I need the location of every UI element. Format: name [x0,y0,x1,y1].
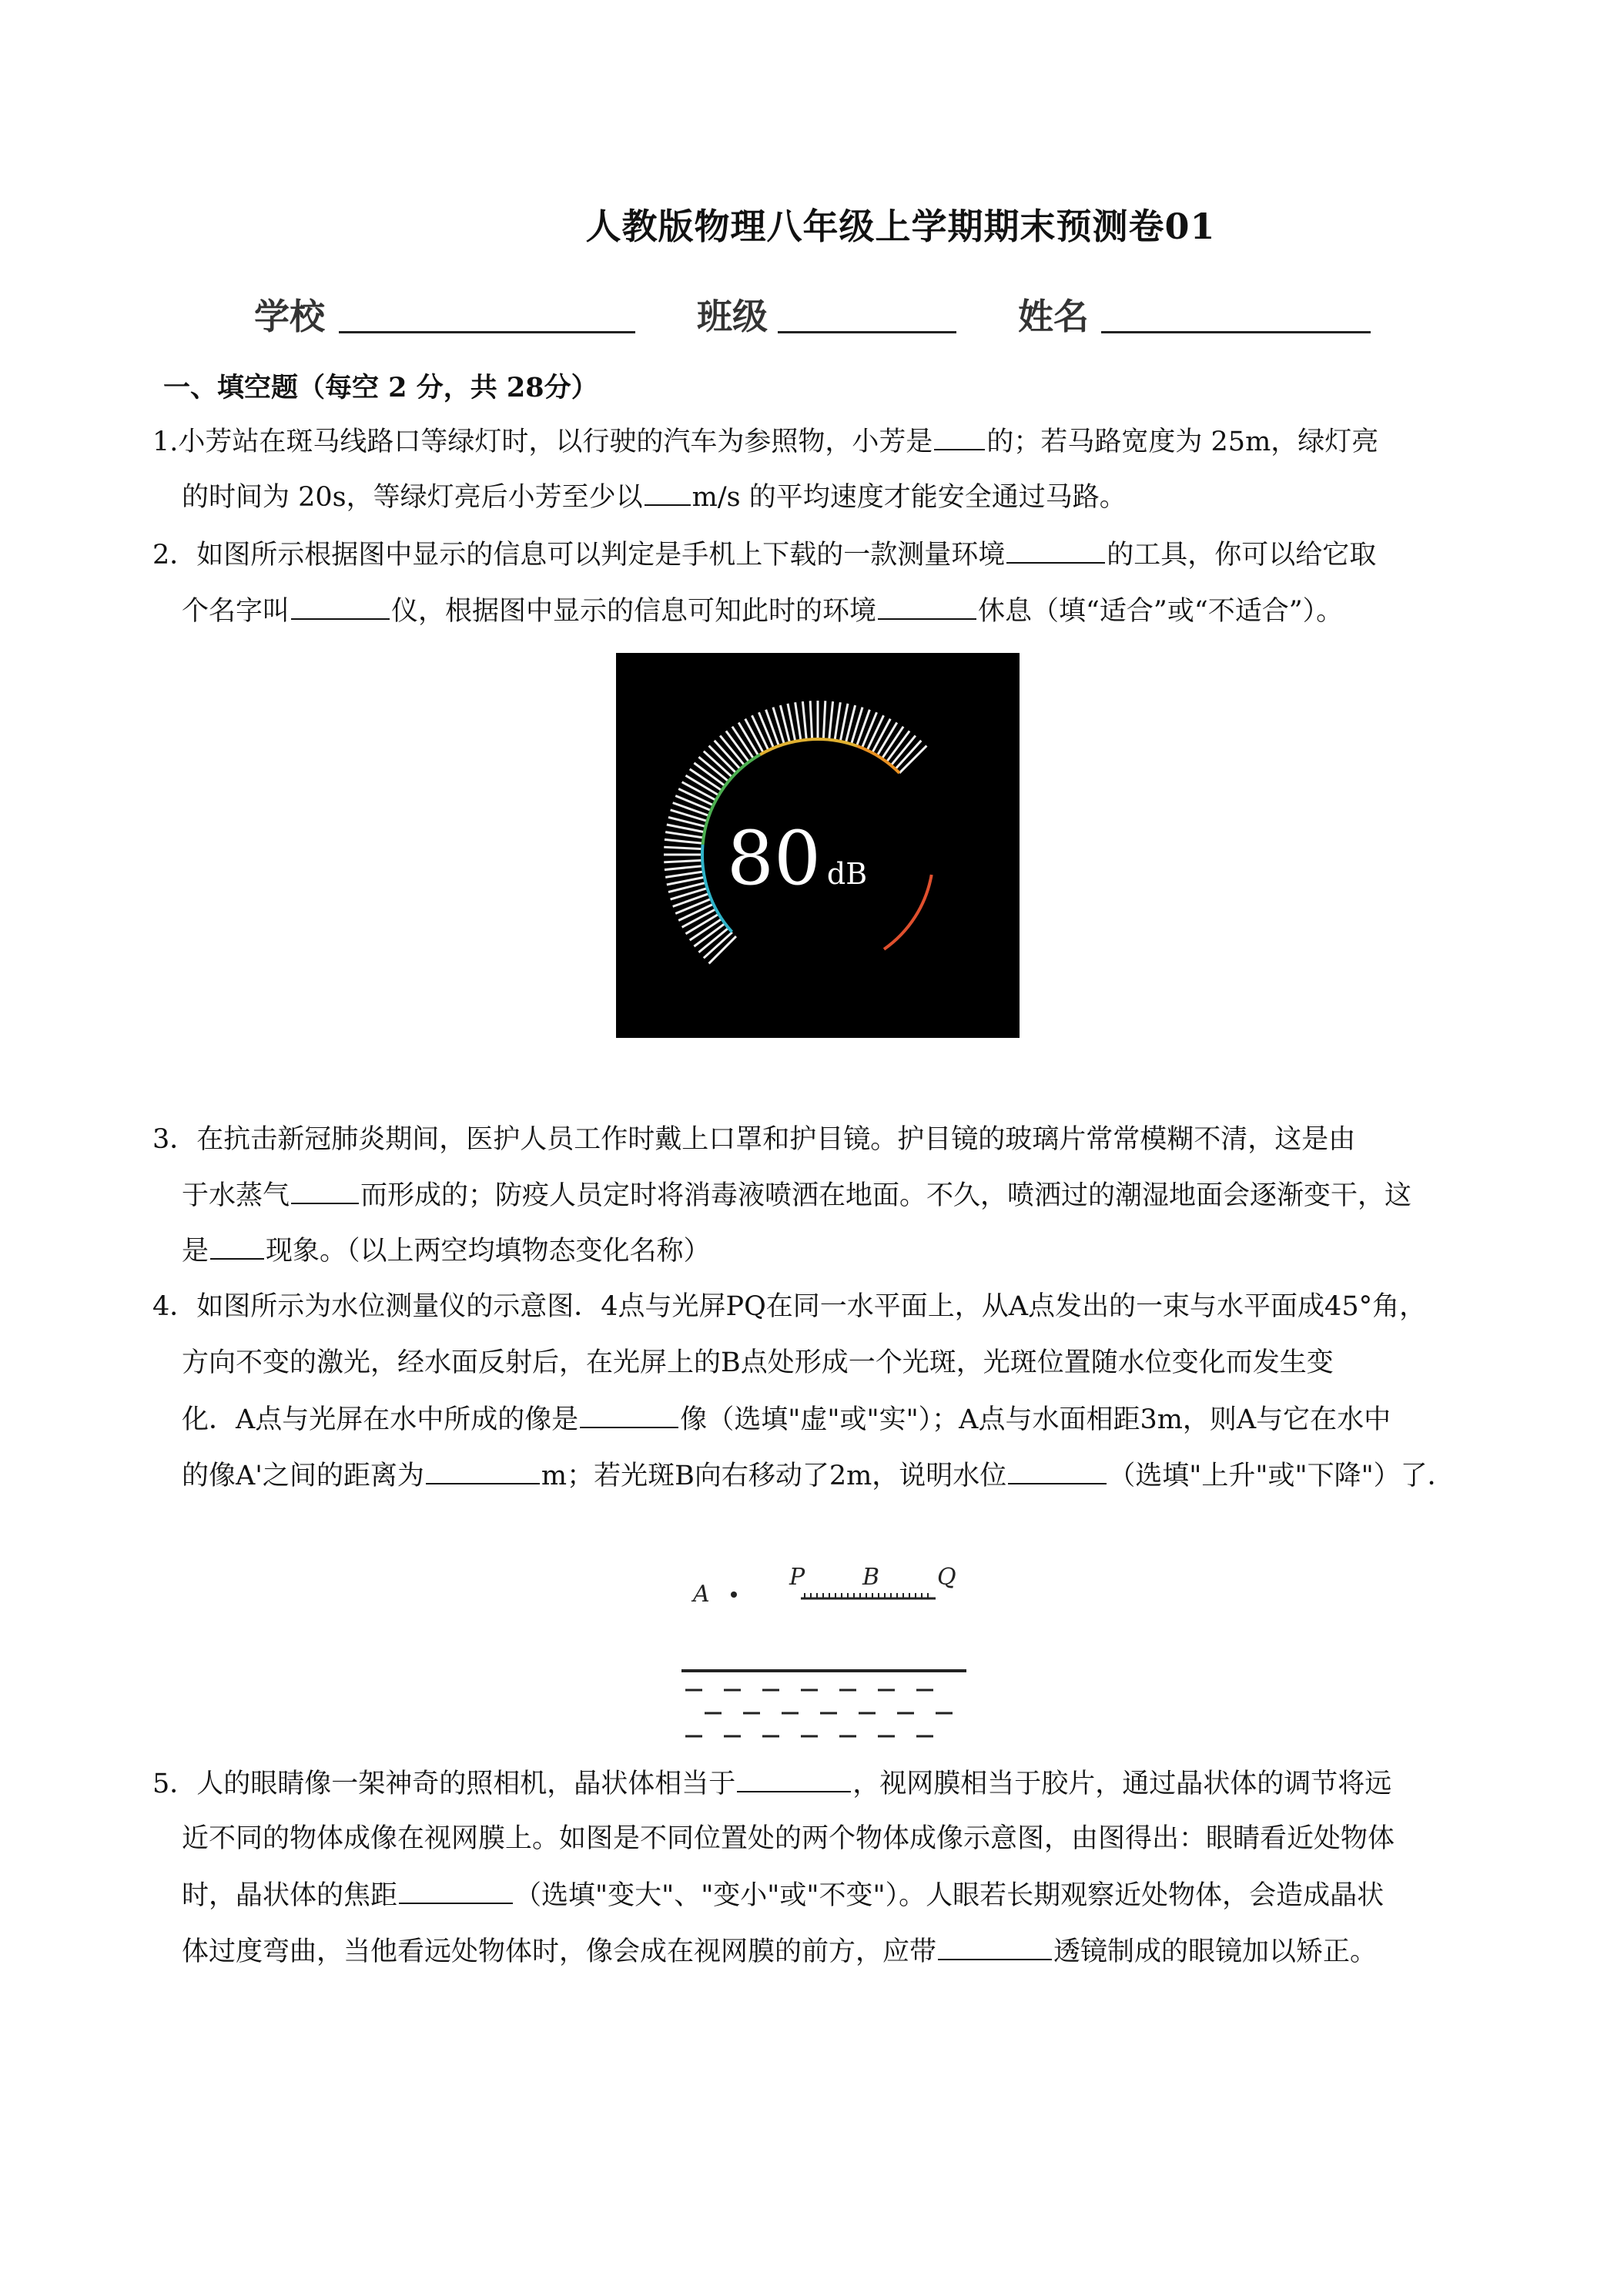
meter-tick [829,701,833,740]
water-level-diagram [662,1540,986,1748]
meter-tick [857,710,870,746]
answer-blank[interactable] [737,1768,851,1792]
meter-tick [675,795,711,810]
text: （选填"上升"或"下降"）了． [1108,1461,1455,1491]
screen-hatch [805,1593,928,1598]
answer-blank[interactable] [291,1180,359,1204]
section-heading: 一、填空题（每空 2 分，共 28分） [163,372,598,403]
text: 5．人的眼睛像一架神奇的照相机，晶状体相当于 [152,1769,736,1799]
meter-tick [664,860,702,862]
answer-blank[interactable] [399,1879,513,1904]
text: 的像A'之间的距离为 [182,1461,424,1491]
meter-tick [802,701,806,740]
question-1-line-2 [182,481,1127,513]
meter-tick [835,702,840,740]
question-5-line-4 [182,1936,1377,1967]
meter-tick [665,839,703,843]
meter-tick [862,712,876,748]
text: 1.小芳站在斑马线路口等绿灯时，以行驶的汽车为参照物，小芳是 [152,427,933,457]
text: 的；若马路宽度为 25m，绿灯亮 [986,427,1379,457]
meter-arc [760,739,857,755]
text: 而形成的；防疫人员定时将消毒液喷洒在地面。不久，喷洒过的潮湿地面会逐渐变干，这 [360,1180,1412,1211]
meter-tick [810,701,812,739]
label-q: Q [937,1564,956,1591]
text: 个名字叫 [182,596,290,627]
text: 体过度弯曲，当他看远处物体时，像会成在视网膜的前方，应带 [182,1936,937,1967]
label-a: A [693,1581,710,1608]
meter-tick [664,847,702,848]
answer-blank[interactable] [210,1235,264,1260]
question-4-line-2 [182,1347,1334,1378]
text: 于水蒸气 [182,1180,290,1211]
text: 是 [182,1236,209,1267]
text: 的时间为 20s，等绿灯亮后小芳至少以 [182,482,643,513]
meter-tick [665,872,703,877]
meter-tick [766,710,779,746]
class-field[interactable] [778,328,956,333]
water-dashes [685,1690,953,1736]
meter-unit: dB [826,857,868,891]
text: 近不同的物体成像在视网膜上。如图是不同位置处的两个物体成像示意图，由图得出：眼睛看近处物体 [182,1823,1395,1854]
text: ，视网膜相当于胶片，通过晶状体的调节将远 [852,1769,1392,1799]
question-2-line-1 [152,539,1376,571]
answer-blank[interactable] [645,481,691,506]
text: 方向不变的激光，经水面反射后，在光屏上的B点处形成一个光斑，光斑位置随水位变化而发生变 [182,1347,1334,1378]
question-3-line-2 [182,1180,1411,1211]
text: 时，晶状体的焦距 [182,1880,398,1911]
name-label: 姓名 [1018,296,1089,337]
question-3-line-1 [152,1124,1355,1155]
meter-value: 80 [726,815,822,902]
meter-arc [857,746,899,773]
point-a [731,1591,737,1598]
answer-blank[interactable] [934,426,985,450]
question-5-line-3 [182,1879,1384,1911]
meter-tick [675,899,711,913]
text: 休息（填“适合”或“不适合”）。 [978,596,1344,627]
label-b: B [862,1564,880,1591]
sound-meter-figure [616,653,1020,1038]
meter-tick [665,866,703,870]
answer-blank[interactable] [426,1460,540,1484]
text: （选填"变大"、"变小"或"不变"）。人眼若长期观察近处物体，会造成晶状 [514,1880,1385,1911]
question-4-line-3 [182,1404,1391,1435]
question-2-line-2 [182,595,1343,627]
answer-blank[interactable] [1006,539,1105,564]
text: 4．如图所示为水位测量仪的示意图．4点与光屏PQ在同一水平面上，从A点发出的一束与水平面成45°角， [152,1291,1427,1322]
answer-blank[interactable] [878,595,976,620]
text: m；若光斑B向右移动了2m，说明水位 [541,1461,1007,1491]
answer-blank[interactable] [580,1404,678,1428]
text: 透镜制成的眼镜加以矫正。 [1053,1936,1378,1967]
meter-tick [758,712,773,748]
meter-arc [884,875,932,949]
question-4-line-1 [152,1291,1426,1322]
name-field[interactable] [1101,328,1371,333]
text: 的工具，你可以给它取 [1107,540,1377,571]
text: 3．在抗击新冠肺炎期间，医护人员工作时戴上口罩和护目镜。护目镜的玻璃片常常模糊不清，这是由 [152,1124,1356,1155]
class-label: 班级 [697,296,768,337]
answer-blank[interactable] [1008,1460,1107,1484]
question-3-line-3 [182,1235,711,1267]
question-5-line-2 [182,1823,1395,1854]
sound-meter-dial [616,653,1020,1038]
text: 仪，根据图中显示的信息可知此时的环境 [391,596,877,627]
question-4-line-4 [182,1460,1455,1491]
meter-tick [795,702,801,740]
text: 化．A点与光屏在水中所成的像是 [182,1404,579,1435]
text: m/s 的平均速度才能安全通过马路。 [691,482,1127,513]
meter-tick [823,701,825,739]
answer-blank[interactable] [291,595,390,620]
school-field[interactable] [339,328,635,333]
question-1-line-1 [152,426,1378,457]
page-title: 人教版物理八年级上学期期末预测卷01 [585,206,1216,247]
answer-blank[interactable] [938,1936,1052,1960]
meter-tick [665,832,703,838]
school-label: 学校 [254,296,325,337]
text: 2．如图所示根据图中显示的信息可以判定是手机上下载的一款测量环境 [152,540,1006,571]
question-5-line-1 [152,1768,1391,1799]
text: 像（选填"虚"或"实"）；A点与水面相距3m，则A与它在水中 [680,1404,1391,1435]
meter-tick [673,894,709,907]
label-p: P [789,1564,805,1591]
meter-tick [673,803,709,816]
text: 现象。（以上两空均填物态变化名称） [266,1236,711,1267]
